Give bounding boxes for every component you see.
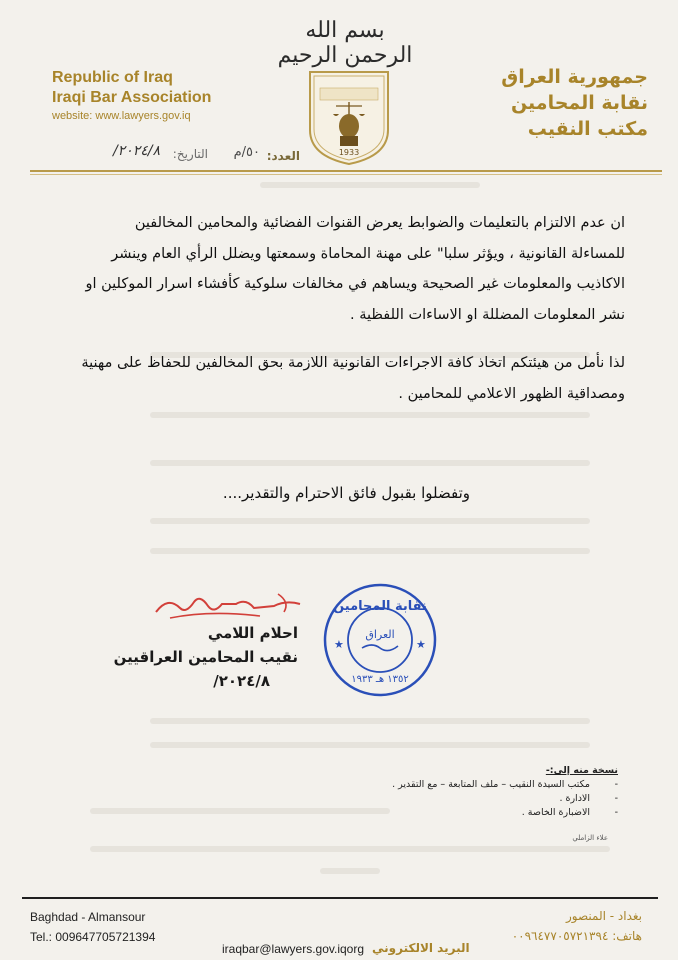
signatory-name: احلام اللامي	[207, 624, 298, 642]
body-line: ومصداقية الظهور الاعلامي للمحامين .	[398, 385, 625, 402]
signature-date: ٢٠٢٤/٨/	[213, 672, 270, 690]
bleed-through-line	[150, 548, 590, 554]
header-divider	[30, 170, 662, 172]
stamp-bottom-text: ١٣٥٢ هـ ١٩٣٣	[351, 674, 409, 685]
footer-email-label: البريد الالكتروني	[372, 941, 470, 955]
footer-divider	[22, 897, 658, 899]
office-name-ar: مكتب النقيب	[527, 118, 648, 140]
country-name-ar: جمهورية العراق	[501, 66, 648, 88]
copies-item: - الادارة .	[559, 793, 618, 804]
copies-to-section	[198, 765, 618, 820]
bleed-through-line	[150, 412, 590, 418]
footer-phone-ar: هاتف: ٠٠٩٦٤٧٧٠٥٧٢١٣٩٤	[511, 929, 642, 943]
body-line: لذا نأمل من هيئتكم اتخاذ كافة الاجراءات القانونية اللازمة بحق المخالفين للحفاظ على مهنية	[81, 355, 625, 371]
association-name-ar: نقابة المحامين	[510, 92, 648, 114]
letter-body	[70, 208, 625, 409]
footer-arabic	[482, 906, 642, 946]
reference-line	[40, 143, 300, 167]
date-value: ٢٠٢٤/٨/	[112, 143, 160, 159]
reference-label: العدد:	[266, 149, 300, 163]
copies-item: - الاضبارة الخاصة .	[521, 807, 618, 818]
stamp-star-icon: ★	[334, 638, 344, 651]
bleed-through-line	[150, 718, 590, 724]
stamp-star-icon: ★	[416, 638, 426, 651]
header-arabic	[448, 64, 648, 142]
clerk-initials: علاء الزاملي	[572, 834, 608, 842]
stamp-outer-text: نقابة المحامين	[333, 599, 427, 614]
bleed-through-line	[320, 868, 380, 874]
official-stamp-icon	[322, 582, 438, 698]
bleed-through-line	[260, 182, 480, 188]
bar-association-logo-icon	[306, 66, 392, 166]
reference-number: ٥٠/م	[233, 145, 260, 160]
copies-item: - مكتب السيدة النقيب – ملف المتابعة – مع التقدير .	[392, 779, 618, 790]
bleed-through-line	[150, 518, 590, 524]
association-name-en: Iraqi Bar Association	[52, 89, 212, 106]
body-line: ان عدم الالتزام بالتعليمات والضوابط يعرض القنوات الفضائية والمحامين المخالفين	[134, 215, 625, 231]
header-english	[52, 68, 262, 122]
footer-phone-en: Tel.: 009647705721394	[30, 930, 156, 944]
logo-year: 1933	[338, 148, 360, 157]
bleed-through-line	[150, 742, 590, 748]
handwritten-signature-icon	[150, 588, 310, 624]
copies-title: نسخة منه إلى:-	[545, 765, 618, 776]
footer-english	[30, 907, 155, 947]
closing-salutation: وتفضلوا بقبول فائق الاحترام والتقدير....	[222, 484, 470, 502]
body-line: نشر المعلومات المضللة او الاساءات اللفظية .	[350, 306, 625, 323]
website-text: website: www.lawyers.gov.iq	[52, 110, 191, 122]
country-name-en: Republic of Iraq	[52, 69, 173, 86]
bismillah-heading: بسم الله الرحمن الرحيم	[277, 18, 413, 68]
signatory-title: نقيب المحامين العراقيين	[113, 648, 298, 666]
date-label: التاريخ:	[172, 147, 208, 161]
bleed-through-line	[90, 846, 610, 852]
body-line: للمساءلة القانونية ، ويؤثر سلبا" على مهنة المحاماة وسمعتها ويضلل الرأي العام وينشر	[111, 245, 625, 262]
header-divider-thin	[30, 174, 662, 175]
body-line: الاكاذيب والمعلومات غير الصحيحة ويساهم في مخالفات سلوكية كأفشاء اسرار الموكلين او	[85, 276, 625, 292]
bleed-through-line	[150, 460, 590, 466]
footer-address-en: Baghdad - Almansour	[30, 910, 146, 924]
footer-email[interactable]: iraqbar@lawyers.gov.iqorg	[222, 942, 365, 956]
footer-address-ar: بغداد - المنصور	[565, 909, 642, 923]
stamp-center-text: العراق	[365, 628, 395, 641]
